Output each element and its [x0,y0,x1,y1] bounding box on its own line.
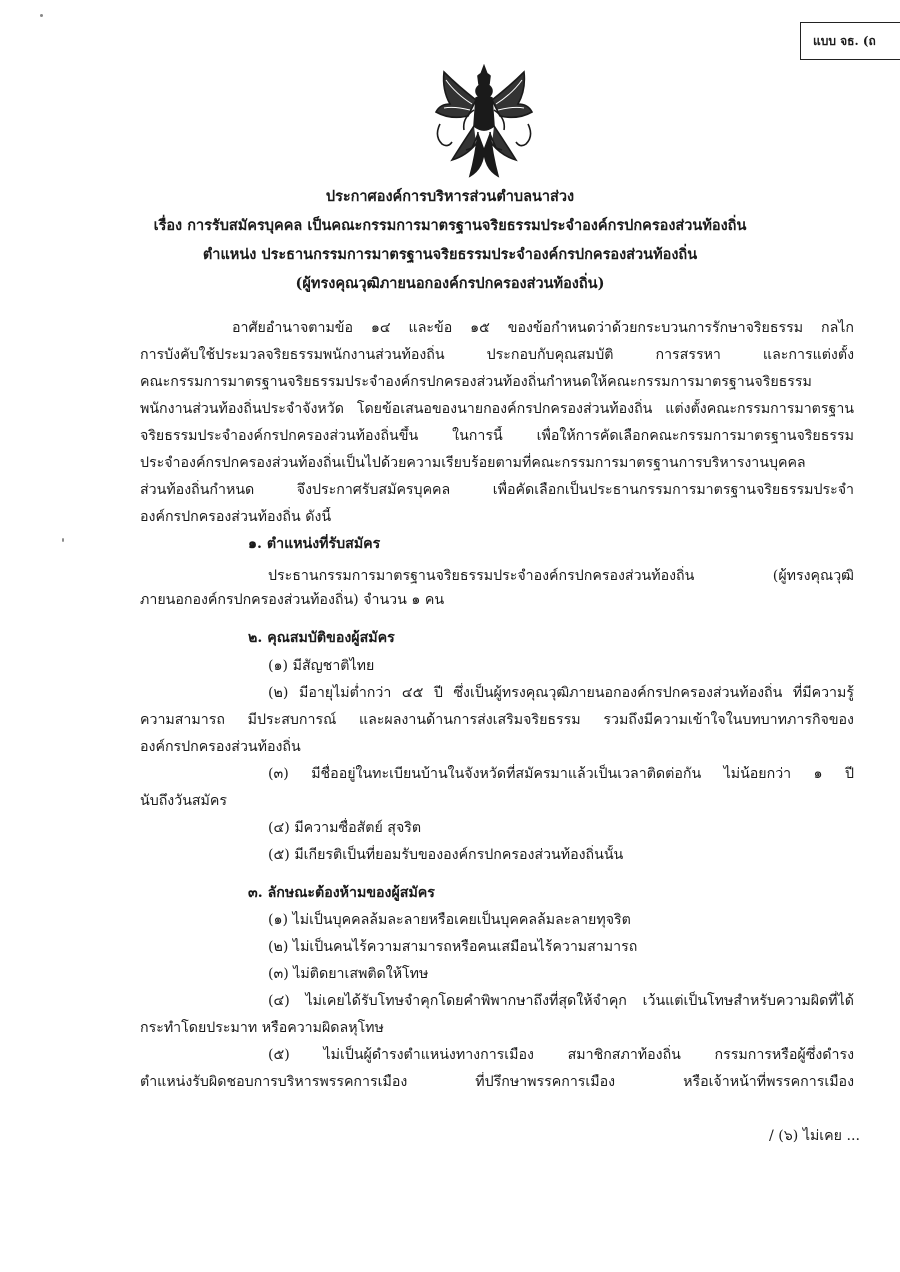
intro-line: องค์กรปกครองส่วนท้องถิ่น ดังนี้ [140,509,332,525]
section1-line: ภายนอกองค์กรปกครองส่วนท้องถิ่น) จำนวน ๑ คน [140,592,445,608]
intro-line: คณะกรรมการมาตรฐานจริยธรรมประจำองค์กรปกครองส่วนท้องถิ่นกำหนดให้คณะกรรมการมาตรฐานจริยธรรม [140,374,812,390]
prohibition-item: (๕) ไม่เป็นผู้ดำรงตำแหน่งทางการเมือง สมาชิกสภาท้องถิ่น กรรมการหรือผู้ซึ่งดำรง [268,1047,854,1063]
section2-heading: ๒. คุณสมบัติของผู้สมัคร [248,630,395,646]
qualification-item: (๓) มีชื่ออยู่ในทะเบียนบ้านในจังหวัดที่สมัครมาแล้วเป็นเวลาติดต่อกัน ไม่น้อยกว่า ๑ ปี [268,766,854,782]
qualification-item: (๒) มีอายุไม่ต่ำกว่า ๔๕ ปี ซึ่งเป็นผู้ทรงคุณวุฒิภายนอกองค์กรปกครองส่วนท้องถิ่น ที่มีความรู้ [268,685,854,701]
qualification-item-cont: นับถึงวันสมัคร [140,793,228,809]
prohibition-item: (๔) ไม่เคยได้รับโทษจำคุกโดยคำพิพากษาถึงที่สุดให้จำคุก เว้นแต่เป็นโทษสำหรับความผิดที่ได้ [268,993,854,1009]
prohibition-item: (๑) ไม่เป็นบุคคลล้มละลายหรือเคยเป็นบุคคลล้มละลายทุจริต [268,912,631,928]
intro-line: จริยธรรมประจำองค์กรปกครองส่วนท้องถิ่นขึ้น ในการนี้ เพื่อให้การคัดเลือกคณะกรรมการมาตรฐานจริยธรรม [140,428,854,444]
qualification-item: (๑) มีสัญชาติไทย [268,658,375,674]
announcement-header [100,182,800,298]
prohibition-item: (๓) ไม่ติดยาเสพติดให้โทษ [268,966,429,982]
scan-speck [62,538,64,542]
garuda-emblem [432,64,536,182]
header-qualifier: (ผู้ทรงคุณวุฒิภายนอกองค์กรปกครองส่วนท้องถิ่น) [295,275,605,292]
scan-speck [40,14,43,17]
section1-line: ประธานกรรมการมาตรฐานจริยธรรมประจำองค์กรปกครองส่วนท้องถิ่น (ผู้ทรงคุณวุฒิ [268,568,854,584]
section3-heading: ๓. ลักษณะต้องห้ามของผู้สมัคร [248,885,435,901]
qualification-item: (๕) มีเกียรติเป็นที่ยอมรับขององค์กรปกครองส่วนท้องถิ่นนั้น [268,847,624,863]
header-position: ตำแหน่ง ประธานกรรมการมาตรฐานจริยธรรมประจำองค์กรปกครองส่วนท้องถิ่น [202,246,698,263]
qualification-item-cont: ความสามารถ มีประสบการณ์ และผลงานด้านการส่งเสริมจริยธรรม รวมถึงมีความเข้าใจในบทบาทภารกิจของ [140,712,854,728]
continuation-marker: / (๖) ไม่เคย ... [768,1128,860,1144]
header-title: ประกาศองค์การบริหารส่วนตำบลนาส่วง [325,188,575,205]
intro-line: อาศัยอำนาจตามข้อ ๑๔ และข้อ ๑๕ ของข้อกำหนดว่าด้วยกระบวนการรักษาจริยธรรม กลไก [232,320,854,336]
qualification-item-cont: องค์กรปกครองส่วนท้องถิ่น [140,739,301,755]
header-subject: เรื่อง การรับสมัครบุคคล เป็นคณะกรรมการมาตรฐานจริยธรรมประจำองค์กรปกครองส่วนท้องถิ่น [153,217,747,234]
intro-line: ประจำองค์กรปกครองส่วนท้องถิ่นเป็นไปด้วยความเรียบร้อยตามที่คณะกรรมการมาตรฐานการบริหารงานบุคคล [140,455,806,471]
qualification-item: (๔) มีความซื่อสัตย์ สุจริต [268,820,422,836]
prohibition-item-cont: กระทำโดยประมาท หรือความผิดลหุโทษ [140,1020,384,1036]
intro-line: พนักงานส่วนท้องถิ่นประจำจังหวัด โดยข้อเสนอของนายกองค์กรปกครองส่วนท้องถิ่น แต่งตั้งคณะกรรมการมาตรฐาน [140,401,854,417]
intro-line: ส่วนท้องถิ่นกำหนด จึงประกาศรับสมัครบุคคล เพื่อคัดเลือกเป็นประธานกรรมการมาตรฐานจริยธรรมประจำ [140,482,854,498]
prohibition-item: (๒) ไม่เป็นคนไร้ความสามารถหรือคนเสมือนไร้ความสามารถ [268,939,638,955]
form-code-box: แบบ จธ. (ถ [800,22,900,60]
section1-heading: ๑. ตำแหน่งที่รับสมัคร [248,536,381,552]
prohibition-item-cont: ตำแหน่งรับผิดชอบการบริหารพรรคการเมือง ที่ปรึกษาพรรคการเมือง หรือเจ้าหน้าที่พรรคการเมือง [140,1074,854,1090]
intro-line: การบังคับใช้ประมวลจริยธรรมพนักงานส่วนท้องถิ่น ประกอบกับคุณสมบัติ การสรรหา และการแต่งตั้ง [140,347,854,363]
